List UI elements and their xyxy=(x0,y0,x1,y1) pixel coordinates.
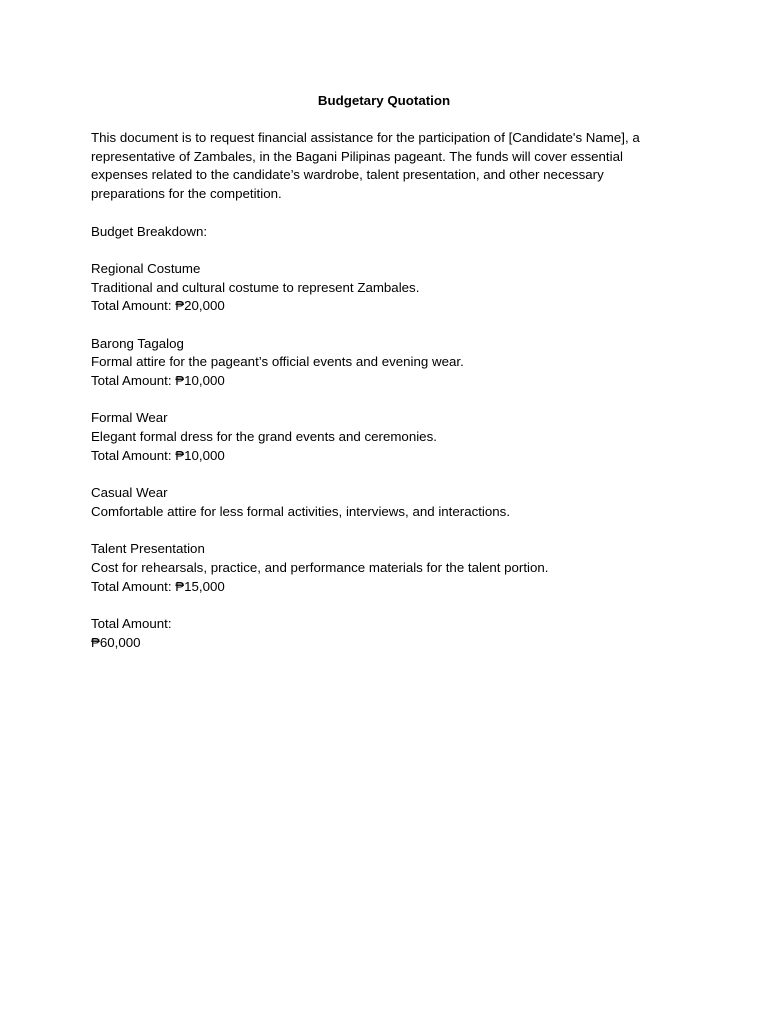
total-label: Total Amount: xyxy=(91,616,172,632)
item-description: Traditional and cultural costume to represent Zambales. xyxy=(91,279,420,295)
grand-total xyxy=(91,615,691,652)
item-name: Casual Wear xyxy=(91,485,168,501)
breakdown-heading: Budget Breakdown: xyxy=(91,223,208,239)
item-amount: Total Amount: ₱10,000 xyxy=(91,373,225,389)
intro-line: representative of Zambales, in the Bagani Pilipinas pageant. The funds will cover essential xyxy=(91,148,623,164)
item-amount: Total Amount: ₱10,000 xyxy=(91,447,225,463)
item-name: Barong Tagalog xyxy=(91,335,184,351)
item-description: Formal attire for the pageant’s official events and evening wear. xyxy=(91,354,464,370)
budget-item-regional-costume xyxy=(91,260,691,316)
intro-line: This document is to request financial assistance for the participation of [Candidate's Name], a xyxy=(91,130,640,145)
item-description: Elegant formal dress for the grand events and ceremonies. xyxy=(91,429,437,445)
item-amount: Total Amount: ₱20,000 xyxy=(91,298,225,314)
item-name: Formal Wear xyxy=(91,410,168,426)
item-name: Regional Costume xyxy=(91,260,201,276)
document-body xyxy=(91,129,691,653)
intro-line: preparations for the competition. xyxy=(91,186,282,202)
budget-item-formal-wear xyxy=(91,409,691,465)
item-description: Cost for rehearsals, practice, and performance materials for the talent portion. xyxy=(91,560,549,576)
document-title: Budgetary Quotation xyxy=(317,93,451,108)
intro-line: expenses related to the candidate’s wardrobe, talent presentation, and other necessary xyxy=(91,167,604,183)
item-amount: Total Amount: ₱15,000 xyxy=(91,578,225,594)
total-value: ₱60,000 xyxy=(91,634,141,650)
budget-item-barong-tagalog xyxy=(91,335,691,391)
budget-item-talent-presentation xyxy=(91,540,691,596)
item-name: Talent Presentation xyxy=(91,541,205,557)
intro-paragraph xyxy=(91,129,691,204)
budget-item-casual-wear xyxy=(91,484,691,521)
item-description: Comfortable attire for less formal activities, interviews, and interactions. xyxy=(91,503,511,519)
